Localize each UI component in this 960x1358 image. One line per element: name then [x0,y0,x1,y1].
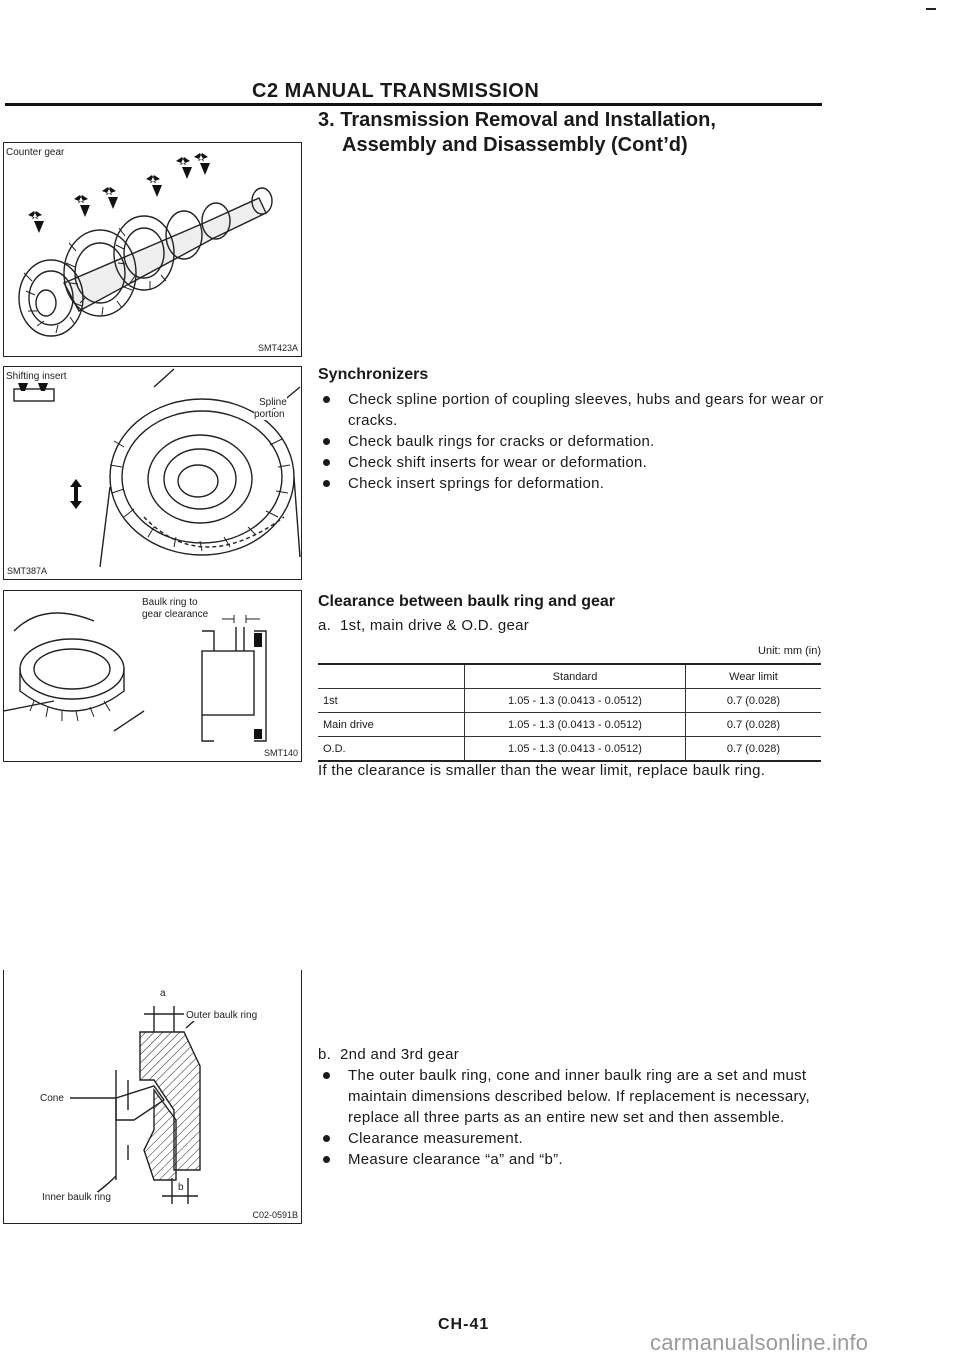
counter-gear-drawing [4,143,301,356]
shifting-insert-label: Shifting insert [6,371,67,382]
table-cell: 0.7 (0.028) [686,689,822,713]
cone-label: Cone [40,1093,64,1104]
clearance-heading: Clearance between baulk ring and gear [318,593,615,610]
table-header-cell: Wear limit [686,664,822,689]
synchronizer-figure [3,366,302,580]
second-third-list [318,1065,824,1170]
section-title-line1: 3. Transmission Removal and Installation, [318,109,716,131]
counter-gear-code: SMT423A [257,343,298,353]
spline-label: Spline [259,397,287,408]
table-row [318,689,821,713]
section-title [318,108,716,158]
baulk-clearance-figure [3,590,302,762]
table-cell: 0.7 (0.028) [686,713,822,737]
clearance-subheading-a: a. 1st, main drive & O.D. gear [318,617,530,634]
page-corner-mark [926,8,936,10]
synchronizers-item: Check baulk rings for cracks or deformation. [318,431,824,452]
table-header-row [318,664,821,689]
synchronizers-item: Check shift inserts for wear or deformation. [318,452,824,473]
counter-gear-label: Counter gear [6,147,65,158]
baulk-clearance-label-1: Baulk ring to [142,597,198,608]
table-header-cell: Standard [465,664,686,689]
table-cell: 1.05 - 1.3 (0.0413 - 0.0512) [465,737,686,762]
watermark: carmanualsonline.info [650,1330,869,1355]
clearance-note: If the clearance is smaller than the wear limit, replace baulk ring. [318,762,766,779]
synchronizer-drawing [4,367,301,579]
synchronizers-item: Check insert springs for deformation. [318,473,824,494]
table-row [318,713,821,737]
baulk-clearance-code: SMT140 [263,748,298,758]
triple-cone-code: C02-0591B [252,1210,298,1220]
clearance-a-label: a [160,988,166,999]
synchronizer-code: SMT387A [7,566,48,576]
table-cell: Main drive [318,713,465,737]
page-number: CH-41 [438,1316,490,1333]
clearance-b-label: b [178,1182,184,1193]
second-third-item: Clearance measurement. [318,1128,824,1149]
table-header-cell [318,664,465,689]
section-header: C2 MANUAL TRANSMISSION [252,80,540,102]
second-third-item: The outer baulk ring, cone and inner baulk ring are a set and must maintain dimensions described below. If replacement is necessary, replace all three parts as an entire new set and then assemble. [318,1065,824,1128]
synchronizers-item: Check spline portion of coupling sleeves, hubs and gears for wear or cracks. [318,389,824,431]
clearance-table [318,663,821,762]
triple-cone-figure [3,970,302,1224]
table-cell: 1st [318,689,465,713]
table-cell: 1.05 - 1.3 (0.0413 - 0.0512) [465,713,686,737]
synchronizers-list [318,389,824,494]
section-title-line2: Assembly and Disassembly (Cont’d) [342,134,688,156]
table-cell: 1.05 - 1.3 (0.0413 - 0.0512) [465,689,686,713]
spline-portion-label: portion [254,409,285,420]
second-third-subheading: b. 2nd and 3rd gear [318,1046,460,1063]
baulk-clearance-label-2: gear clearance [142,609,209,620]
table-cell: 0.7 (0.028) [686,737,822,762]
table-cell: O.D. [318,737,465,762]
outer-baulk-ring-label: Outer baulk ring [186,1010,258,1021]
synchronizers-heading: Synchronizers [318,366,429,383]
inner-baulk-ring-label: Inner baulk ring [42,1192,111,1203]
second-third-item: Measure clearance “a” and “b”. [318,1149,824,1170]
header-rule [5,103,822,106]
table-row [318,737,821,762]
counter-gear-figure [3,142,302,357]
unit-label: Unit: mm (in) [758,645,821,657]
